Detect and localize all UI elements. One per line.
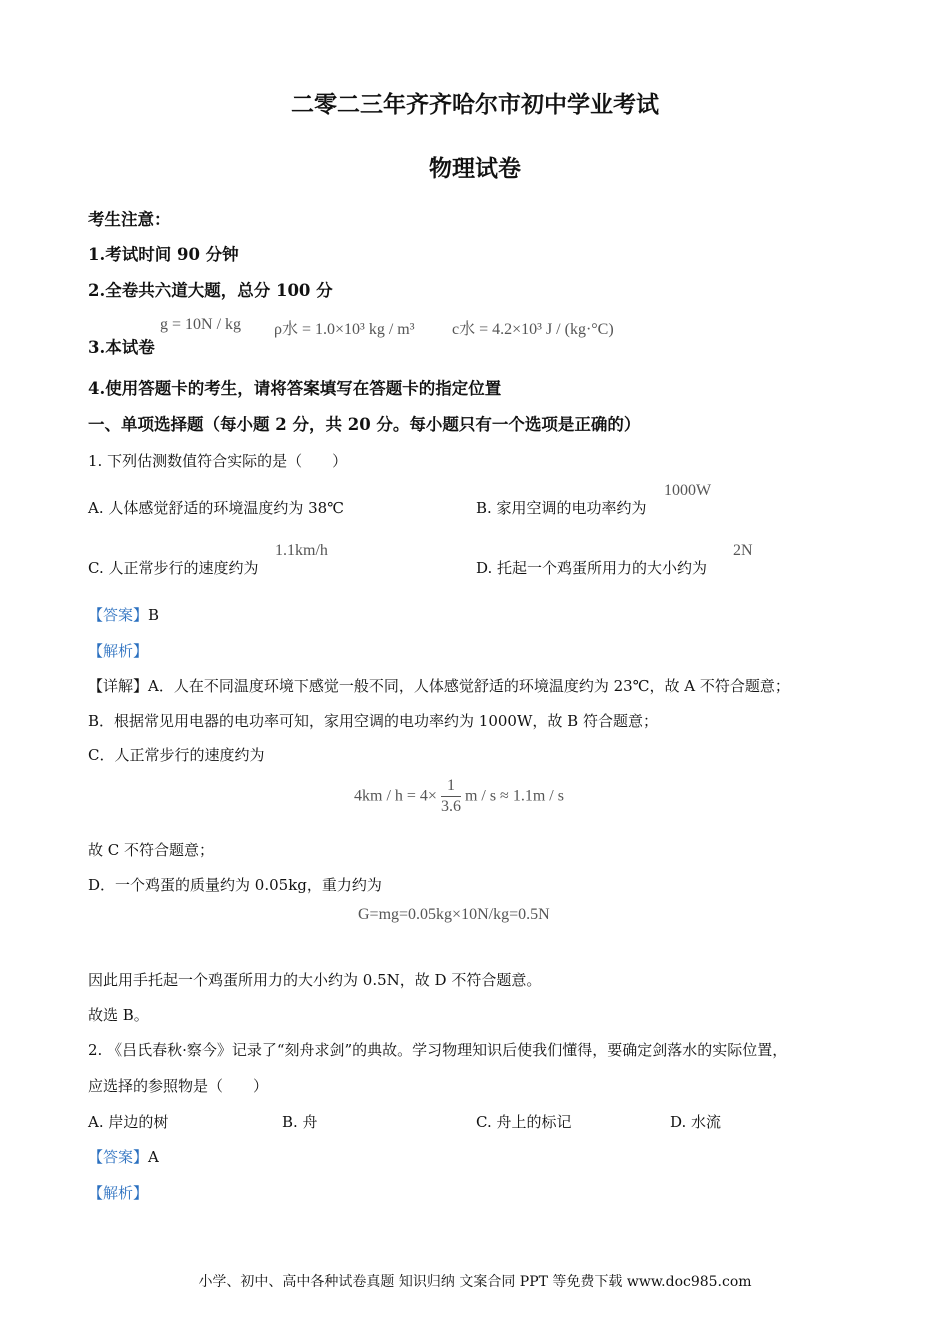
q1-option-c: C. 人正常步行的速度约为 <box>88 559 259 577</box>
section-heading: 一、单项选择题（每小题 2 分，共 20 分。每小题只有一个选项是正确的） <box>88 415 641 434</box>
eq-speed-fraction <box>441 776 461 817</box>
q1-detail-b: B．根据常见用电器的电功率可知，家用空调的电功率约为 1000W，故 B 符合题意； <box>88 712 658 730</box>
answer-tag: 【答案】 <box>88 606 149 624</box>
q1-option-a: A. 人体感觉舒适的环境温度约为 38℃ <box>88 499 345 517</box>
q2-option-a: A. 岸边的树 <box>88 1113 169 1131</box>
eq-speed-denominator: 3.6 <box>440 798 461 815</box>
notice-item-1: 1.考试时间 90 分钟 <box>88 245 239 264</box>
notice-heading: 考生注意： <box>88 210 171 229</box>
page-subtitle: 物理试卷 <box>429 155 521 182</box>
q1-stem: 1. 下列估测数值符合实际的是（ ） <box>88 452 348 470</box>
q1-option-b: B. 家用空调的电功率约为 <box>476 499 647 517</box>
notice-item-3: 3.本试卷 <box>88 338 155 357</box>
eq-speed-right: m / s ≈ 1.1m / s <box>464 787 564 805</box>
q2-answer-tag: 【答案】 <box>88 1148 149 1166</box>
page-footer: 小学、初中、高中各种试卷真题 知识归纳 文案合同 PPT 等免费下载 www.doc985.com <box>198 1274 752 1290</box>
q1-detail-a: 【详解】A．人在不同温度环境下感觉一般不同，人体感觉舒适的环境温度约为 23℃，故 A 不符合题意； <box>88 677 790 695</box>
notice-item-4: 4.使用答题卡的考生，请将答案填写在答题卡的指定位置 <box>88 379 502 398</box>
q2-option-d: D. 水流 <box>670 1113 722 1131</box>
q1-option-d: D. 托起一个鸡蛋所用力的大小约为 <box>476 559 708 577</box>
eq-speed-left: 4km / h = 4× <box>354 787 437 805</box>
q1-detail-c2: 故 C 不符合题意； <box>88 841 215 859</box>
q1-detail-d: D．一个鸡蛋的质量约为 0.05kg，重力约为 <box>88 876 382 894</box>
q1-option-b-value: 1000W <box>664 482 712 499</box>
notice-item-2: 2.全卷共六道大题，总分 100 分 <box>88 281 333 300</box>
q2-analysis-tag: 【解析】 <box>88 1184 149 1202</box>
eq-speed-numerator: 1 <box>441 776 461 797</box>
q1-conclusion: 故选 B。 <box>88 1006 149 1024</box>
q1-option-c-value: 1.1km/h <box>275 542 328 559</box>
q2-stem-line1: 2. 《吕氏春秋·察今》记录了“刻舟求剑”的典故。学习物理知识后使我们懂得，要确定剑落水的实际位置， <box>88 1041 788 1059</box>
constant-rho-water: ρ水 = 1.0×10³ kg / m³ <box>274 321 415 338</box>
q2-option-b: B. 舟 <box>282 1113 318 1131</box>
analysis-tag: 【解析】 <box>88 642 149 660</box>
page-title: 二零二三年齐齐哈尔市初中学业考试 <box>291 91 659 118</box>
q1-equation-weight: G=mg=0.05kg×10N/kg=0.5N <box>358 906 550 923</box>
q2-answer: A <box>148 1148 159 1166</box>
q1-equation-speed <box>354 776 564 817</box>
constant-c-water: c水 = 4.2×10³ J / (kg·°C) <box>452 321 614 338</box>
q2-stem-line2: 应选择的参照物是（ ） <box>88 1077 269 1095</box>
q1-option-d-value: 2N <box>733 542 753 559</box>
q1-detail-c: C．人正常步行的速度约为 <box>88 746 265 764</box>
q1-detail-d2: 因此用手托起一个鸡蛋所用力的大小约为 0.5N，故 D 不符合题意。 <box>88 971 542 989</box>
constant-g: g = 10N / kg <box>160 316 242 333</box>
q1-answer: B <box>148 606 160 624</box>
q2-option-c: C. 舟上的标记 <box>476 1113 572 1131</box>
